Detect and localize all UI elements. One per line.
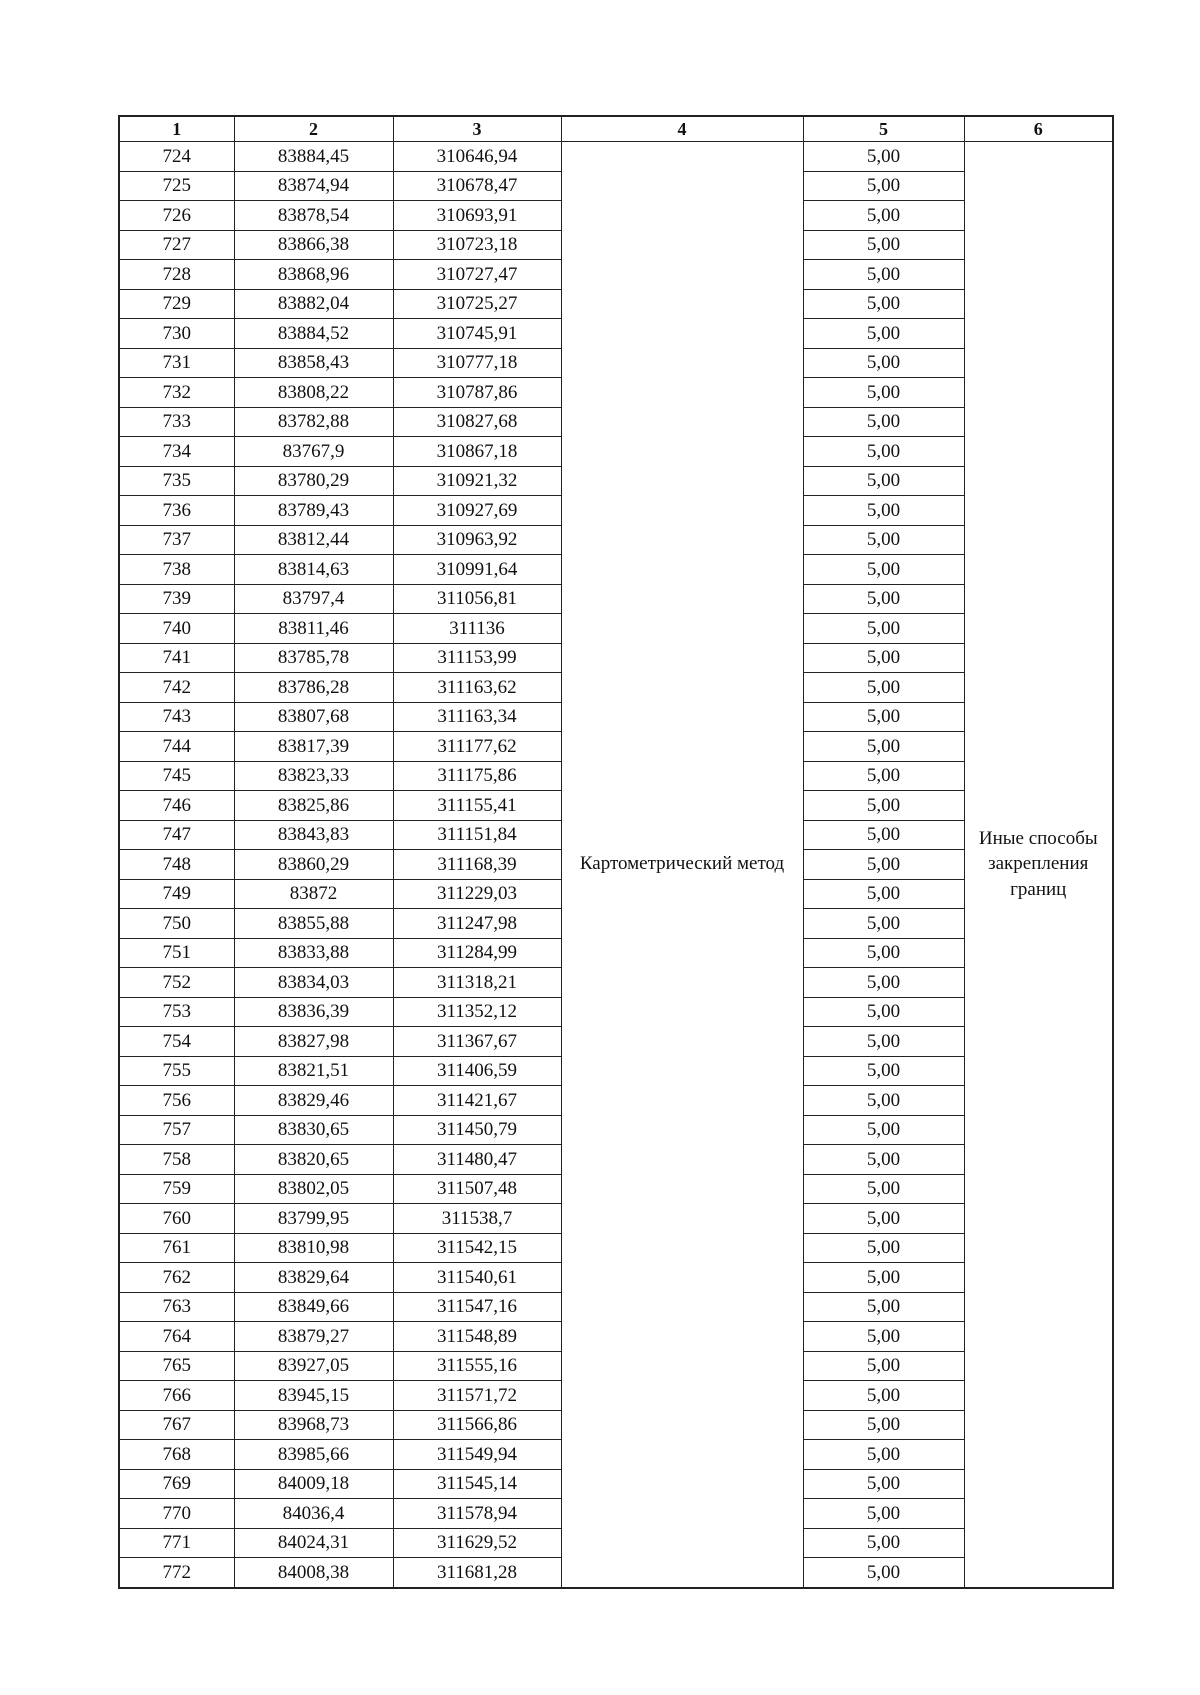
x-coordinate-cell: 83879,27: [234, 1322, 393, 1352]
x-coordinate-cell: 84036,4: [234, 1499, 393, 1529]
point-number-cell: 730: [119, 319, 234, 349]
accuracy-cell: 5,00: [803, 466, 964, 496]
x-coordinate-cell: 83808,22: [234, 378, 393, 408]
point-number-cell: 733: [119, 407, 234, 437]
accuracy-cell: 5,00: [803, 496, 964, 526]
accuracy-cell: 5,00: [803, 1558, 964, 1588]
accuracy-cell: 5,00: [803, 1115, 964, 1145]
accuracy-cell: 5,00: [803, 1440, 964, 1470]
x-coordinate-cell: 83786,28: [234, 673, 393, 703]
boundary-fixing-cell: Иные способы закрепления границ: [964, 142, 1113, 1588]
header-col-4: 4: [561, 116, 803, 142]
point-number-cell: 752: [119, 968, 234, 998]
y-coordinate-cell: 310927,69: [393, 496, 561, 526]
x-coordinate-cell: 83834,03: [234, 968, 393, 998]
x-coordinate-cell: 84024,31: [234, 1528, 393, 1558]
accuracy-cell: 5,00: [803, 850, 964, 880]
accuracy-cell: 5,00: [803, 555, 964, 585]
accuracy-cell: 5,00: [803, 1381, 964, 1411]
accuracy-cell: 5,00: [803, 1499, 964, 1529]
point-number-cell: 737: [119, 525, 234, 555]
y-coordinate-cell: 310991,64: [393, 555, 561, 585]
point-number-cell: 748: [119, 850, 234, 880]
y-coordinate-cell: 311549,94: [393, 1440, 561, 1470]
x-coordinate-cell: 83785,78: [234, 643, 393, 673]
y-coordinate-cell: 311367,67: [393, 1027, 561, 1057]
accuracy-cell: 5,00: [803, 643, 964, 673]
accuracy-cell: 5,00: [803, 732, 964, 762]
accuracy-cell: 5,00: [803, 938, 964, 968]
y-coordinate-cell: 311163,34: [393, 702, 561, 732]
accuracy-cell: 5,00: [803, 1086, 964, 1116]
x-coordinate-cell: 83985,66: [234, 1440, 393, 1470]
accuracy-cell: 5,00: [803, 1528, 964, 1558]
accuracy-cell: 5,00: [803, 289, 964, 319]
coordinates-table: [118, 115, 1114, 1589]
point-number-cell: 759: [119, 1174, 234, 1204]
header-col-5: 5: [803, 116, 964, 142]
x-coordinate-cell: 83767,9: [234, 437, 393, 467]
y-coordinate-cell: 310827,68: [393, 407, 561, 437]
x-coordinate-cell: 84008,38: [234, 1558, 393, 1588]
y-coordinate-cell: 311247,98: [393, 909, 561, 939]
point-number-cell: 735: [119, 466, 234, 496]
x-coordinate-cell: 83843,83: [234, 820, 393, 850]
x-coordinate-cell: 83812,44: [234, 525, 393, 555]
x-coordinate-cell: 83782,88: [234, 407, 393, 437]
y-coordinate-cell: 310725,27: [393, 289, 561, 319]
point-number-cell: 745: [119, 761, 234, 791]
accuracy-cell: 5,00: [803, 437, 964, 467]
x-coordinate-cell: 83810,98: [234, 1233, 393, 1263]
y-coordinate-cell: 311555,16: [393, 1351, 561, 1381]
point-number-cell: 727: [119, 230, 234, 260]
y-coordinate-cell: 311168,39: [393, 850, 561, 880]
y-coordinate-cell: 310745,91: [393, 319, 561, 349]
y-coordinate-cell: 311450,79: [393, 1115, 561, 1145]
point-number-cell: 761: [119, 1233, 234, 1263]
x-coordinate-cell: 83884,45: [234, 142, 393, 172]
accuracy-cell: 5,00: [803, 909, 964, 939]
x-coordinate-cell: 83827,98: [234, 1027, 393, 1057]
point-number-cell: 738: [119, 555, 234, 585]
y-coordinate-cell: 311578,94: [393, 1499, 561, 1529]
y-coordinate-cell: 310646,94: [393, 142, 561, 172]
accuracy-cell: 5,00: [803, 761, 964, 791]
y-coordinate-cell: 311681,28: [393, 1558, 561, 1588]
y-coordinate-cell: 311538,7: [393, 1204, 561, 1234]
accuracy-cell: 5,00: [803, 997, 964, 1027]
accuracy-cell: 5,00: [803, 1056, 964, 1086]
point-number-cell: 729: [119, 289, 234, 319]
accuracy-cell: 5,00: [803, 201, 964, 231]
y-coordinate-cell: 311507,48: [393, 1174, 561, 1204]
accuracy-cell: 5,00: [803, 142, 964, 172]
point-number-cell: 732: [119, 378, 234, 408]
accuracy-cell: 5,00: [803, 584, 964, 614]
y-coordinate-cell: 311352,12: [393, 997, 561, 1027]
point-number-cell: 750: [119, 909, 234, 939]
y-coordinate-cell: 311542,15: [393, 1233, 561, 1263]
x-coordinate-cell: 83884,52: [234, 319, 393, 349]
x-coordinate-cell: 83811,46: [234, 614, 393, 644]
x-coordinate-cell: 83882,04: [234, 289, 393, 319]
x-coordinate-cell: 83927,05: [234, 1351, 393, 1381]
point-number-cell: 760: [119, 1204, 234, 1234]
point-number-cell: 757: [119, 1115, 234, 1145]
y-coordinate-cell: 311229,03: [393, 879, 561, 909]
x-coordinate-cell: 83866,38: [234, 230, 393, 260]
x-coordinate-cell: 83802,05: [234, 1174, 393, 1204]
x-coordinate-cell: 83860,29: [234, 850, 393, 880]
accuracy-cell: 5,00: [803, 1351, 964, 1381]
y-coordinate-cell: 311548,89: [393, 1322, 561, 1352]
y-coordinate-cell: 311571,72: [393, 1381, 561, 1411]
point-number-cell: 763: [119, 1292, 234, 1322]
x-coordinate-cell: 83858,43: [234, 348, 393, 378]
x-coordinate-cell: 83799,95: [234, 1204, 393, 1234]
y-coordinate-cell: 310727,47: [393, 260, 561, 290]
x-coordinate-cell: 83814,63: [234, 555, 393, 585]
point-number-cell: 764: [119, 1322, 234, 1352]
point-number-cell: 740: [119, 614, 234, 644]
accuracy-cell: 5,00: [803, 348, 964, 378]
x-coordinate-cell: 83817,39: [234, 732, 393, 762]
y-coordinate-cell: 311406,59: [393, 1056, 561, 1086]
point-number-cell: 762: [119, 1263, 234, 1293]
header-col-1: 1: [119, 116, 234, 142]
accuracy-cell: 5,00: [803, 791, 964, 821]
point-number-cell: 734: [119, 437, 234, 467]
x-coordinate-cell: 83829,64: [234, 1263, 393, 1293]
point-number-cell: 749: [119, 879, 234, 909]
table-row: [119, 142, 1113, 172]
y-coordinate-cell: 310963,92: [393, 525, 561, 555]
x-coordinate-cell: 83833,88: [234, 938, 393, 968]
point-number-cell: 731: [119, 348, 234, 378]
y-coordinate-cell: 311151,84: [393, 820, 561, 850]
accuracy-cell: 5,00: [803, 879, 964, 909]
x-coordinate-cell: 83829,46: [234, 1086, 393, 1116]
x-coordinate-cell: 83807,68: [234, 702, 393, 732]
header-col-2: 2: [234, 116, 393, 142]
accuracy-cell: 5,00: [803, 260, 964, 290]
y-coordinate-cell: 311177,62: [393, 732, 561, 762]
x-coordinate-cell: 83820,65: [234, 1145, 393, 1175]
header-row: [119, 116, 1113, 142]
y-coordinate-cell: 311547,16: [393, 1292, 561, 1322]
accuracy-cell: 5,00: [803, 1204, 964, 1234]
y-coordinate-cell: 310867,18: [393, 437, 561, 467]
y-coordinate-cell: 311163,62: [393, 673, 561, 703]
accuracy-cell: 5,00: [803, 378, 964, 408]
point-number-cell: 724: [119, 142, 234, 172]
y-coordinate-cell: 311318,21: [393, 968, 561, 998]
x-coordinate-cell: 83878,54: [234, 201, 393, 231]
table-body: [119, 142, 1113, 1588]
point-number-cell: 753: [119, 997, 234, 1027]
x-coordinate-cell: 83825,86: [234, 791, 393, 821]
point-number-cell: 770: [119, 1499, 234, 1529]
accuracy-cell: 5,00: [803, 1469, 964, 1499]
method-cell: Картометрический метод: [561, 142, 803, 1588]
y-coordinate-cell: 310921,32: [393, 466, 561, 496]
point-number-cell: 739: [119, 584, 234, 614]
x-coordinate-cell: 83945,15: [234, 1381, 393, 1411]
accuracy-cell: 5,00: [803, 1145, 964, 1175]
point-number-cell: 771: [119, 1528, 234, 1558]
header-col-6: 6: [964, 116, 1113, 142]
accuracy-cell: 5,00: [803, 407, 964, 437]
accuracy-cell: 5,00: [803, 1027, 964, 1057]
y-coordinate-cell: 311545,14: [393, 1469, 561, 1499]
x-coordinate-cell: 83821,51: [234, 1056, 393, 1086]
x-coordinate-cell: 83830,65: [234, 1115, 393, 1145]
x-coordinate-cell: 83855,88: [234, 909, 393, 939]
point-number-cell: 725: [119, 171, 234, 201]
x-coordinate-cell: 83874,94: [234, 171, 393, 201]
y-coordinate-cell: 311480,47: [393, 1145, 561, 1175]
point-number-cell: 769: [119, 1469, 234, 1499]
x-coordinate-cell: 83789,43: [234, 496, 393, 526]
accuracy-cell: 5,00: [803, 673, 964, 703]
point-number-cell: 765: [119, 1351, 234, 1381]
y-coordinate-cell: 311155,41: [393, 791, 561, 821]
y-coordinate-cell: 310678,47: [393, 171, 561, 201]
x-coordinate-cell: 83868,96: [234, 260, 393, 290]
accuracy-cell: 5,00: [803, 525, 964, 555]
point-number-cell: 746: [119, 791, 234, 821]
point-number-cell: 743: [119, 702, 234, 732]
point-number-cell: 744: [119, 732, 234, 762]
point-number-cell: 758: [119, 1145, 234, 1175]
x-coordinate-cell: 83823,33: [234, 761, 393, 791]
y-coordinate-cell: 311421,67: [393, 1086, 561, 1116]
point-number-cell: 741: [119, 643, 234, 673]
accuracy-cell: 5,00: [803, 319, 964, 349]
point-number-cell: 726: [119, 201, 234, 231]
accuracy-cell: 5,00: [803, 968, 964, 998]
x-coordinate-cell: 83836,39: [234, 997, 393, 1027]
point-number-cell: 768: [119, 1440, 234, 1470]
accuracy-cell: 5,00: [803, 614, 964, 644]
accuracy-cell: 5,00: [803, 1322, 964, 1352]
y-coordinate-cell: 310787,86: [393, 378, 561, 408]
x-coordinate-cell: 84009,18: [234, 1469, 393, 1499]
accuracy-cell: 5,00: [803, 1233, 964, 1263]
x-coordinate-cell: 83797,4: [234, 584, 393, 614]
y-coordinate-cell: 311566,86: [393, 1410, 561, 1440]
point-number-cell: 747: [119, 820, 234, 850]
header-col-3: 3: [393, 116, 561, 142]
y-coordinate-cell: 311629,52: [393, 1528, 561, 1558]
accuracy-cell: 5,00: [803, 171, 964, 201]
y-coordinate-cell: 310777,18: [393, 348, 561, 378]
point-number-cell: 728: [119, 260, 234, 290]
point-number-cell: 766: [119, 1381, 234, 1411]
accuracy-cell: 5,00: [803, 1174, 964, 1204]
point-number-cell: 756: [119, 1086, 234, 1116]
point-number-cell: 772: [119, 1558, 234, 1588]
accuracy-cell: 5,00: [803, 702, 964, 732]
accuracy-cell: 5,00: [803, 1410, 964, 1440]
y-coordinate-cell: 311136: [393, 614, 561, 644]
accuracy-cell: 5,00: [803, 820, 964, 850]
accuracy-cell: 5,00: [803, 1263, 964, 1293]
point-number-cell: 742: [119, 673, 234, 703]
y-coordinate-cell: 310693,91: [393, 201, 561, 231]
y-coordinate-cell: 311175,86: [393, 761, 561, 791]
y-coordinate-cell: 311284,99: [393, 938, 561, 968]
point-number-cell: 755: [119, 1056, 234, 1086]
point-number-cell: 767: [119, 1410, 234, 1440]
point-number-cell: 736: [119, 496, 234, 526]
point-number-cell: 754: [119, 1027, 234, 1057]
point-number-cell: 751: [119, 938, 234, 968]
accuracy-cell: 5,00: [803, 230, 964, 260]
y-coordinate-cell: 311153,99: [393, 643, 561, 673]
x-coordinate-cell: 83780,29: [234, 466, 393, 496]
x-coordinate-cell: 83968,73: [234, 1410, 393, 1440]
y-coordinate-cell: 310723,18: [393, 230, 561, 260]
x-coordinate-cell: 83872: [234, 879, 393, 909]
y-coordinate-cell: 311056,81: [393, 584, 561, 614]
accuracy-cell: 5,00: [803, 1292, 964, 1322]
x-coordinate-cell: 83849,66: [234, 1292, 393, 1322]
y-coordinate-cell: 311540,61: [393, 1263, 561, 1293]
